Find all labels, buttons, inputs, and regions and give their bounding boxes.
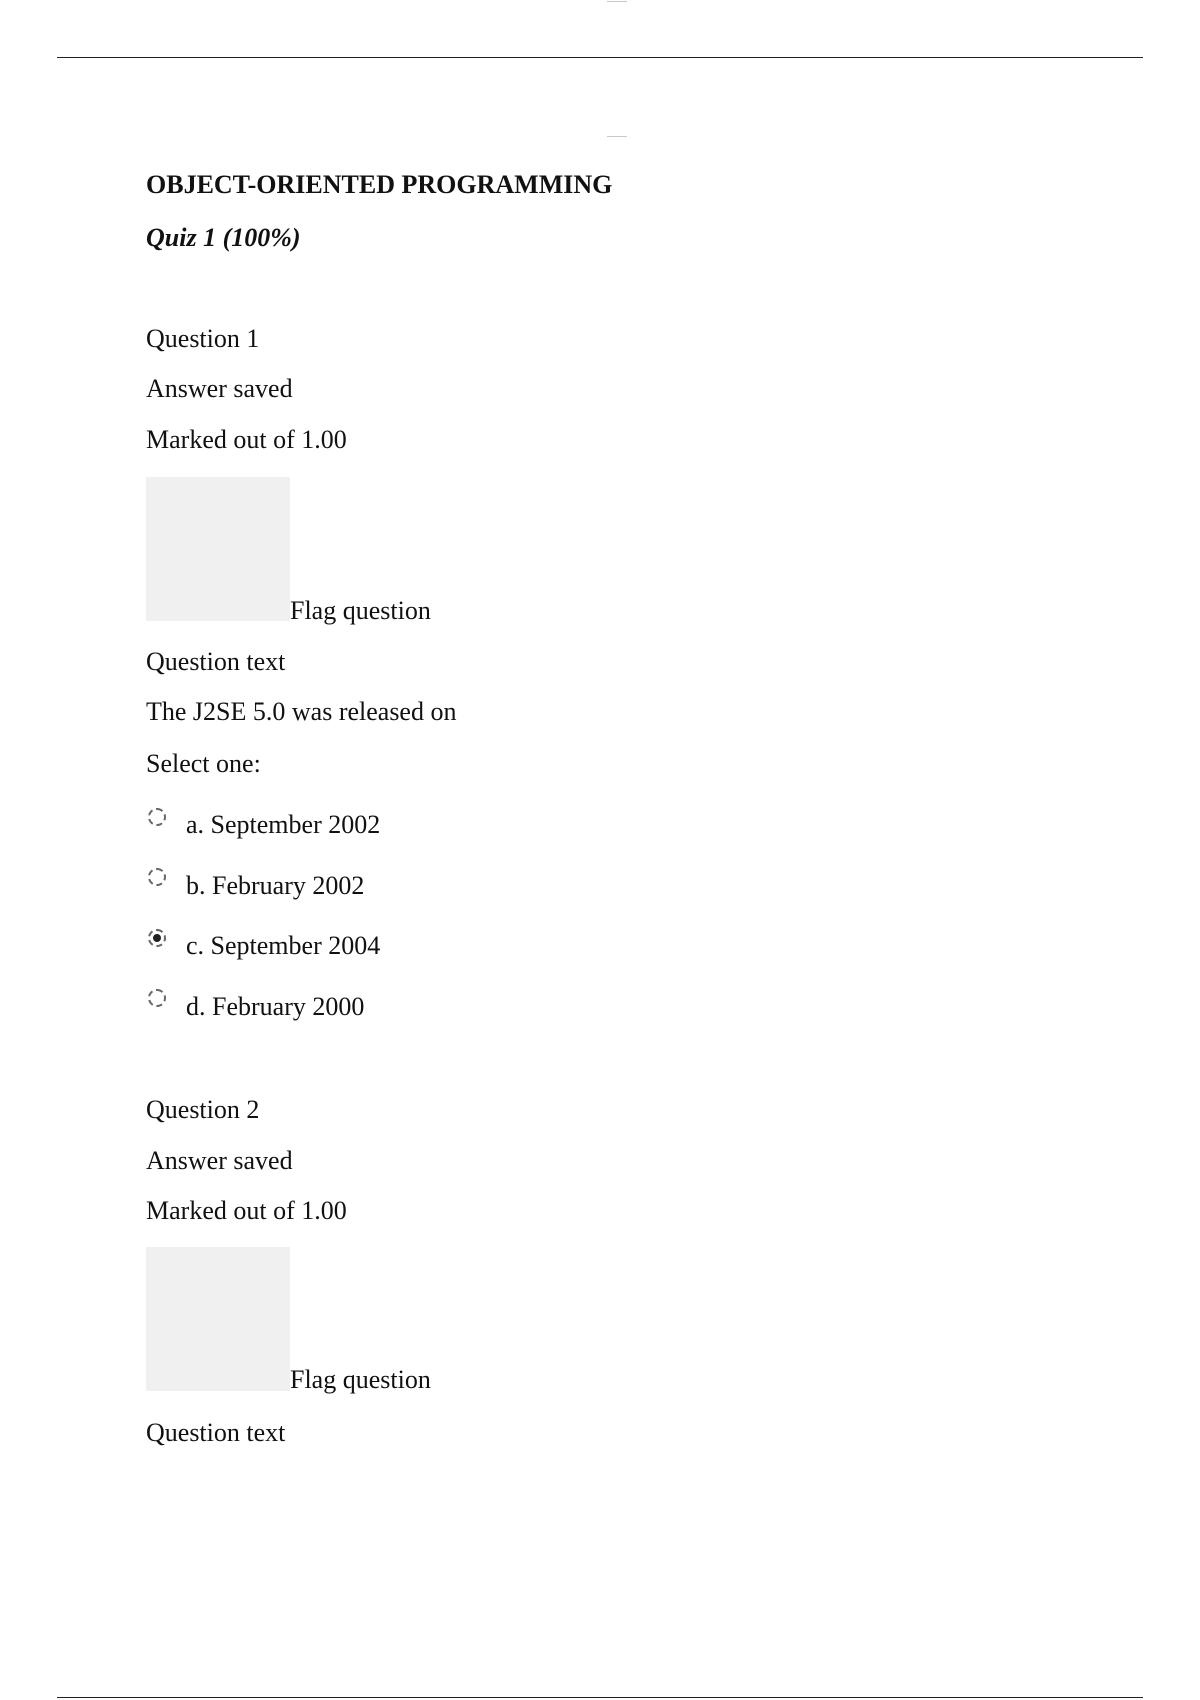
question-1-state: Answer saved [146,374,293,403]
document-subtitle: Quiz 1 (100%) [146,223,301,252]
question-2-state: Answer saved [146,1146,293,1175]
question-2-flag-label[interactable]: Flag question [290,1365,431,1394]
footer-rule [57,1697,1143,1698]
question-2-text-label: Question text [146,1418,286,1447]
option-a-radio[interactable] [148,808,166,826]
question-2-heading: Question 2 [146,1095,260,1124]
option-d-radio[interactable] [148,989,166,1007]
option-c-label[interactable]: c. September 2004 [186,931,381,960]
option-b-radio[interactable] [148,868,166,886]
question-1-flag-label[interactable]: Flag question [290,596,431,625]
question-1-instruction: Select one: [146,749,261,778]
question-1-marks: Marked out of 1.00 [146,425,347,454]
question-2-marks: Marked out of 1.00 [146,1196,347,1225]
question-1-heading: Question 1 [146,324,260,353]
question-1-flag-icon[interactable] [146,477,290,621]
option-c-radio[interactable] [148,929,166,947]
question-1-prompt: The J2SE 5.0 was released on [146,697,457,726]
header-mark [607,1,627,2]
option-a-label[interactable]: a. September 2002 [186,810,381,839]
document-title: OBJECT-ORIENTED PROGRAMMING [146,170,613,199]
option-d-label[interactable]: d. February 2000 [186,992,365,1021]
option-b-label[interactable]: b. February 2002 [186,871,365,900]
question-2-flag-icon[interactable] [146,1247,290,1391]
header-rule [57,57,1143,58]
decorative-mark [607,136,627,137]
question-1-text-label: Question text [146,647,286,676]
